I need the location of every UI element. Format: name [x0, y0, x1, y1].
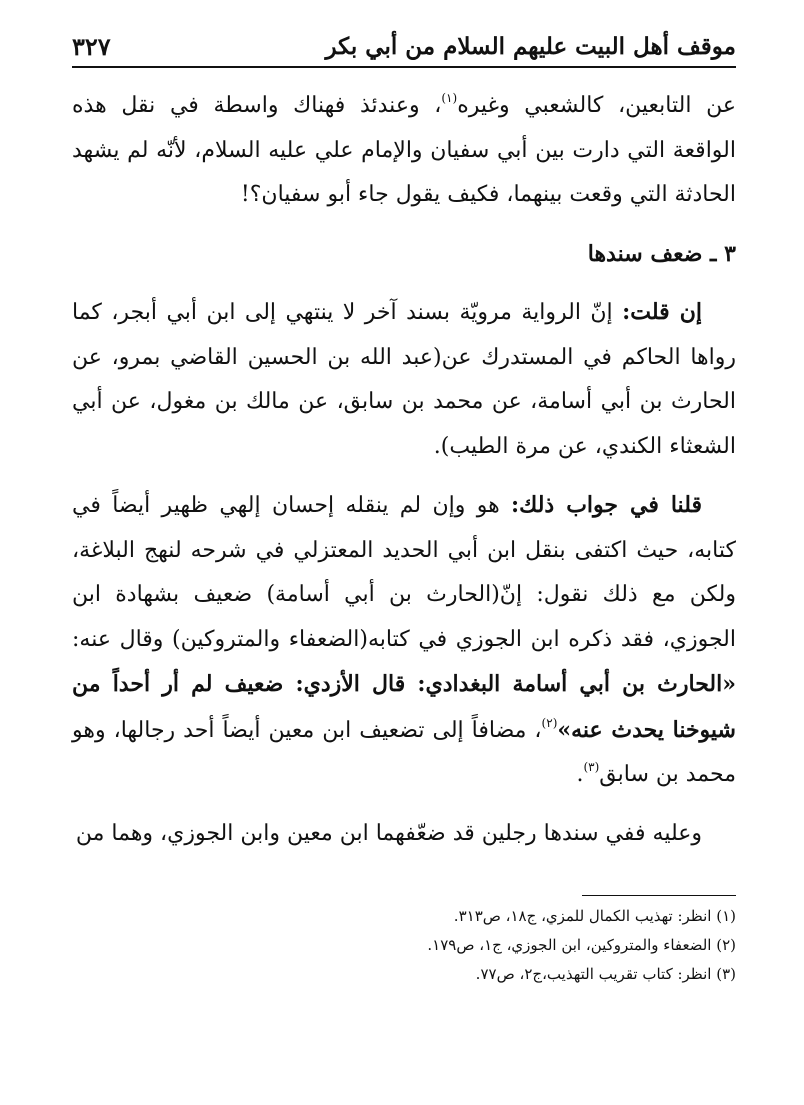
page-number: ٣٢٧: [72, 31, 111, 61]
footnote-1: (١) انظر: تهذيب الكمال للمزي، ج١٨، ص٣١٣.: [453, 907, 736, 925]
header-title: موقف أهل البيت عليهم السلام من أبي بكر: [325, 32, 736, 60]
paragraph-3-text-c: .: [576, 762, 584, 787]
footnote-divider: [582, 895, 736, 896]
body-text: [72, 84, 736, 870]
running-header: [72, 26, 736, 68]
paragraph-2-lead: إن قلت:: [622, 299, 703, 325]
paragraph-3: [72, 483, 736, 798]
paragraph-1-text-b: ، وعندئذ فهناك واسطة في نقل هذه الواقعة التي دارت بين أبي سفيان والإمام علي عليه السلام، لأنّه لم يشهد الحادثة التي وقعت بينهما، فكيف يقول جاء أبو سفيان؟!: [72, 93, 736, 207]
paragraph-2-text: إنّ الرواية مرويّة بسند آخر لا ينتهي إلى ابن أبي أبجر، كما رواها الحاكم في المستدرك عن(عبد الله بن الحسين القاضي بمرو، عن الحارث بن أبي أسامة، عن محمد بن سابق، عن مالك بن مغول، عن أبي الشعثاء الكندي، عن مرة الطيب).: [72, 300, 736, 459]
quoted-text: «الحارث بن أبي أسامة البغدادي: قال الأزدي: ضعيف لم أر أحداً من شيوخنا يحدث عنه»: [72, 671, 736, 743]
section-heading: ٣ ـ ضعف سندها: [587, 240, 736, 267]
footnotes: [72, 902, 736, 989]
footnote-ref-1: (١): [441, 91, 458, 105]
footnote-3: (٣) انظر: كتاب تقريب التهذيب،ج٢، ص٧٧.: [475, 965, 736, 983]
footnote-ref-2: (٢): [541, 715, 558, 730]
footnote-ref-3: (٣): [583, 760, 600, 774]
paragraph-1: [72, 84, 736, 218]
paragraph-1-text-a: عن التابعين، كالشعبي وغيره: [457, 93, 736, 118]
paragraph-3-text-a: هو وإن لم ينقله إحسان إلهي ظهير أيضاً في كتابه، حيث اكتفى بنقل ابن أبي الحديد المعتزلي في شرحه لنهج البلاغة، ولكن مع ذلك نقول: إنّ(الحارث بن أبي أسامة) ضعيف بشهادة ابن الجوزي، فقد ذكره ابن الجوزي في كتابه(الضعفاء والمتروكين) وقال عنه:: [72, 493, 736, 652]
paragraph-2: [72, 290, 736, 469]
paragraph-4: وعليه ففي سندها رجلين قد ضعّفهما ابن معين وابن الجوزي، وهما من: [75, 820, 702, 846]
paragraph-3-lead: قلنا في جواب ذلك:: [511, 492, 702, 518]
footnote-2: (٢) الضعفاء والمتروكين، ابن الجوزي، ج١، ص١٧٩.: [427, 936, 736, 954]
paragraph-3-text-b: ، مضافاً إلى تضعيف ابن معين أيضاً أحد رجالها، وهو محمد بن سابق: [72, 717, 736, 787]
